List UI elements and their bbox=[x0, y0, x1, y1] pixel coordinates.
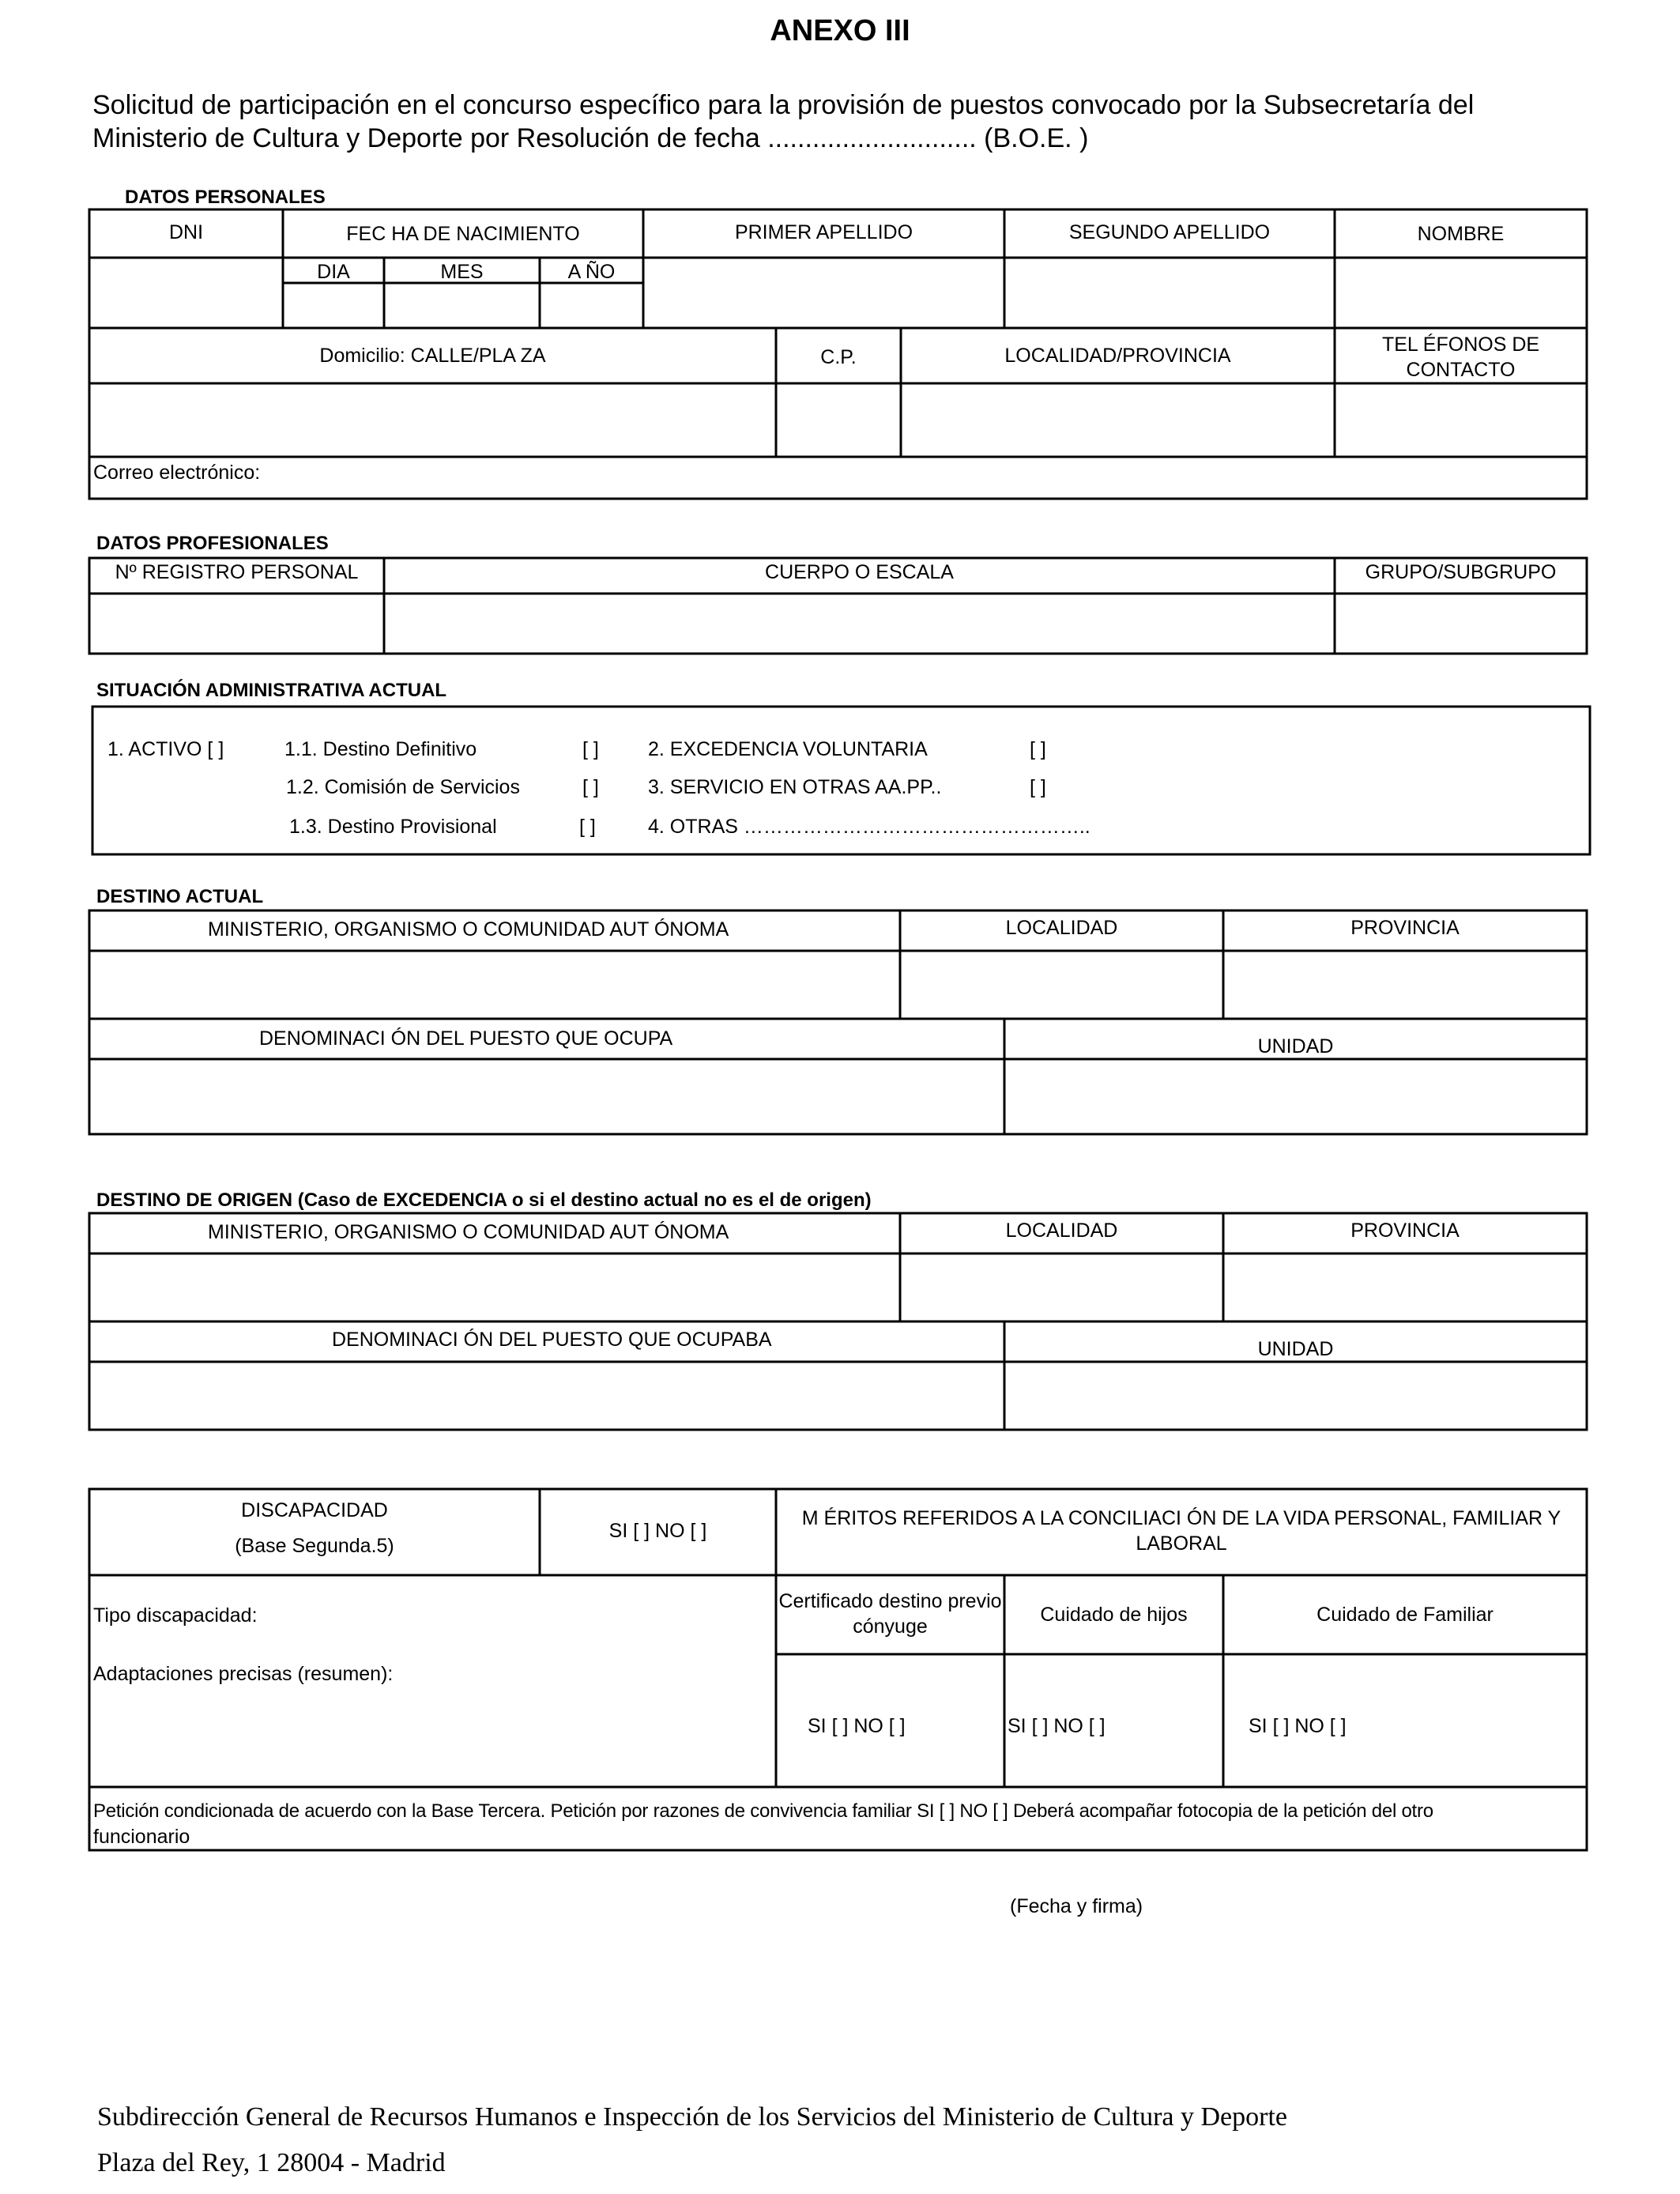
email-field[interactable] bbox=[261, 459, 1585, 497]
others-option[interactable]: 4. OTRAS …………………………………………….. bbox=[648, 816, 1090, 838]
origin-locality-field[interactable] bbox=[902, 1256, 1222, 1320]
first-surname-field[interactable] bbox=[646, 260, 1003, 326]
origin-province-field[interactable] bbox=[1226, 1256, 1585, 1320]
current-unit-field[interactable] bbox=[1007, 1061, 1585, 1133]
definitive-post-checkbox[interactable]: [ ] bbox=[582, 738, 599, 760]
active-option[interactable]: 1. ACTIVO [ ] bbox=[107, 738, 224, 760]
dni-label: DNI bbox=[168, 221, 204, 243]
birth-date-label: FEC HA DE NACIMIENTO bbox=[346, 223, 580, 245]
merits-heading-line-2: LABORAL bbox=[1136, 1532, 1227, 1555]
second-surname-label: SEGUNDO APELLIDO bbox=[1068, 221, 1271, 243]
phones-field[interactable] bbox=[1337, 386, 1585, 455]
current-ministry-label: MINISTERIO, ORGANISMO O COMUNIDAD AUT ÓNOMA bbox=[208, 918, 729, 941]
intro-line-1: Solicitud de participación en el concurso específico para la provisión de puestos convocado por la Subsecretaría del bbox=[92, 90, 1475, 120]
spouse-certificate-line-1: Certificado destino previo bbox=[778, 1590, 1002, 1612]
current-post-name-label: DENOMINACI ÓN DEL PUESTO QUE OCUPA bbox=[259, 1027, 673, 1050]
dni-field[interactable] bbox=[92, 260, 281, 326]
corps-field[interactable] bbox=[386, 596, 1333, 652]
spouse-certificate-label bbox=[776, 1589, 1004, 1639]
disability-type-label: Tipo discapacidad: bbox=[93, 1604, 258, 1627]
origin-unit-field[interactable] bbox=[1007, 1364, 1585, 1428]
adaptations-field[interactable] bbox=[92, 1691, 774, 1785]
disability-title: DISCAPACIDAD bbox=[241, 1499, 388, 1521]
name-label: NOMBRE bbox=[1417, 223, 1505, 245]
address-label: Domicilio: CALLE/PLA ZA bbox=[319, 345, 546, 367]
name-field[interactable] bbox=[1337, 260, 1585, 326]
registry-label: Nº REGISTRO PERSONAL bbox=[115, 561, 359, 583]
childcare-yes-no[interactable]: SI [ ] NO [ ] bbox=[1008, 1715, 1106, 1737]
signature-area[interactable] bbox=[869, 1928, 1391, 2055]
conditional-request-line-2: funcionario bbox=[93, 1826, 190, 1848]
phones-label-line-2: CONTACTO bbox=[1406, 359, 1516, 381]
disability-yes-no[interactable]: SI [ ] NO [ ] bbox=[608, 1520, 707, 1542]
group-field[interactable] bbox=[1337, 596, 1585, 652]
personal-data-heading: DATOS PERSONALES bbox=[125, 187, 326, 208]
voluntary-leave-checkbox[interactable]: [ ] bbox=[1030, 738, 1046, 760]
commission-checkbox[interactable]: [ ] bbox=[582, 776, 599, 798]
origin-ministry-label: MINISTERIO, ORGANISMO O COMUNIDAD AUT ÓNOMA bbox=[208, 1221, 729, 1243]
current-post-heading: DESTINO ACTUAL bbox=[96, 886, 264, 907]
month-field[interactable] bbox=[386, 285, 538, 326]
footer-line-1: Subdirección General de Recursos Humanos e Inspección de los Servicios del Ministerio de Cultura y Deporte bbox=[97, 2102, 1287, 2132]
current-locality-field[interactable] bbox=[902, 953, 1222, 1017]
group-label: GRUPO/SUBGRUPO bbox=[1365, 561, 1557, 583]
address-field[interactable] bbox=[92, 386, 774, 455]
disability-base-label: (Base Segunda.5) bbox=[235, 1535, 394, 1557]
spouse-yes-no[interactable]: SI [ ] NO [ ] bbox=[808, 1715, 906, 1737]
origin-locality-label: LOCALIDAD bbox=[1005, 1220, 1118, 1242]
spouse-certificate-line-2: cónyuge bbox=[853, 1615, 928, 1638]
phones-label-line-1: TEL ÉFONOS DE bbox=[1381, 334, 1540, 356]
email-label: Correo electrónico: bbox=[93, 462, 261, 484]
year-field[interactable] bbox=[542, 285, 642, 326]
provisional-post-checkbox[interactable]: [ ] bbox=[579, 816, 596, 838]
other-admin-label: 3. SERVICIO EN OTRAS AA.PP.. bbox=[648, 776, 942, 798]
registry-field[interactable] bbox=[92, 596, 382, 652]
locality-province-field[interactable] bbox=[903, 386, 1333, 455]
professional-data-heading: DATOS PROFESIONALES bbox=[96, 533, 329, 554]
origin-province-label: PROVINCIA bbox=[1350, 1220, 1460, 1242]
current-unit-label: UNIDAD bbox=[1257, 1035, 1334, 1057]
current-ministry-field[interactable] bbox=[92, 953, 898, 1017]
current-province-field[interactable] bbox=[1226, 953, 1585, 1017]
day-field[interactable] bbox=[285, 285, 382, 326]
current-post-name-field[interactable] bbox=[92, 1061, 1003, 1133]
provisional-post-label: 1.3. Destino Provisional bbox=[289, 816, 497, 838]
origin-post-name-label: DENOMINACI ÓN DEL PUESTO QUE OCUPABA bbox=[332, 1329, 772, 1351]
postal-code-label: C.P. bbox=[820, 346, 857, 368]
other-admin-checkbox[interactable]: [ ] bbox=[1030, 776, 1046, 798]
month-label: MES bbox=[440, 261, 484, 283]
definitive-post-label: 1.1. Destino Definitivo bbox=[284, 738, 477, 760]
intro-line-2: Ministerio de Cultura y Deporte por Resolución de fecha ............................ (B.O.E. ) bbox=[92, 123, 1089, 153]
family-care-label: Cuidado de Familiar bbox=[1317, 1604, 1494, 1626]
current-locality-label: LOCALIDAD bbox=[1005, 917, 1118, 939]
corps-label: CUERPO O ESCALA bbox=[765, 561, 954, 583]
current-province-label: PROVINCIA bbox=[1350, 917, 1460, 939]
signature-label: (Fecha y firma) bbox=[1010, 1895, 1143, 1917]
commission-label: 1.2. Comisión de Servicios bbox=[286, 776, 520, 798]
origin-post-name-field[interactable] bbox=[92, 1364, 1003, 1428]
conditional-request-line-1: Petición condicionada de acuerdo con la Base Tercera. Petición por razones de convivencia familiar SI [ ] NO [ ] Deberá acompañar fotocopia de la petición del otro bbox=[93, 1800, 1433, 1822]
admin-status-heading: SITUACIÓN ADMINISTRATIVA ACTUAL bbox=[96, 680, 447, 701]
family-care-yes-no[interactable]: SI [ ] NO [ ] bbox=[1249, 1715, 1347, 1737]
origin-post-heading: DESTINO DE ORIGEN (Caso de EXCEDENCIA o si el destino actual no es el de origen) bbox=[96, 1189, 872, 1211]
voluntary-leave-label: 2. EXCEDENCIA VOLUNTARIA bbox=[648, 738, 928, 760]
page-title: ANEXO III bbox=[770, 14, 910, 47]
origin-unit-label: UNIDAD bbox=[1257, 1338, 1334, 1360]
postal-code-field[interactable] bbox=[778, 386, 899, 455]
year-label: A ÑO bbox=[567, 261, 616, 283]
origin-ministry-field[interactable] bbox=[92, 1256, 898, 1320]
first-surname-label: PRIMER APELLIDO bbox=[734, 221, 913, 243]
second-surname-field[interactable] bbox=[1007, 260, 1333, 326]
day-label: DIA bbox=[317, 261, 350, 283]
phones-label bbox=[1335, 332, 1587, 383]
adaptations-label: Adaptaciones precisas (resumen): bbox=[93, 1663, 394, 1685]
merits-heading bbox=[776, 1506, 1587, 1556]
locality-province-label: LOCALIDAD/PROVINCIA bbox=[1004, 345, 1231, 367]
merits-heading-line-1: M ÉRITOS REFERIDOS A LA CONCILIACI ÓN DE LA VIDA PERSONAL, FAMILIAR Y bbox=[801, 1507, 1561, 1529]
footer-line-2: Plaza del Rey, 1 28004 - Madrid bbox=[97, 2148, 446, 2177]
childcare-label: Cuidado de hijos bbox=[1040, 1604, 1188, 1626]
